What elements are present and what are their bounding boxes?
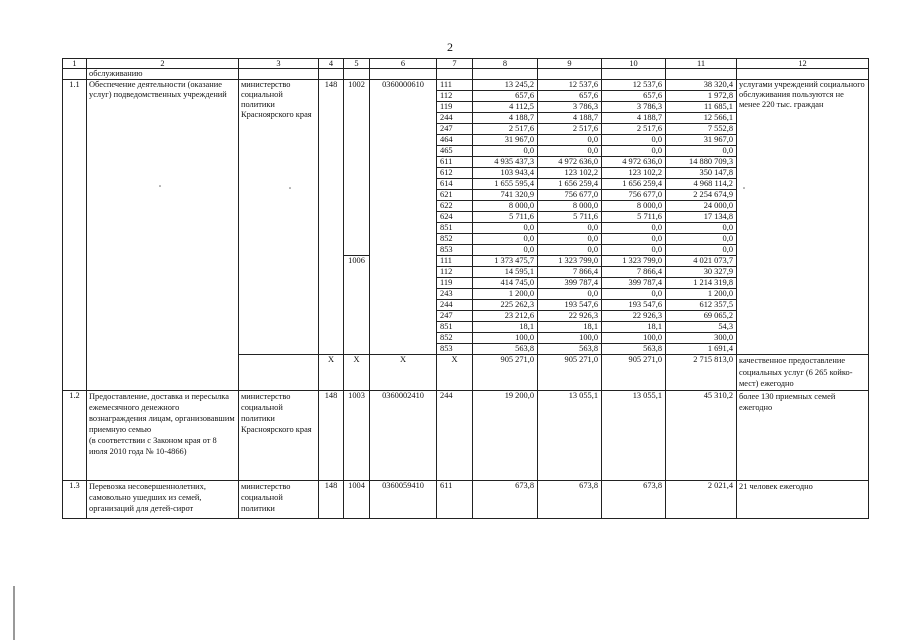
line-col11: 0,0 (666, 245, 737, 256)
line-col11: 11 685,1 (666, 102, 737, 113)
row-1-2-agency: министерство социальной политики Красноярского края (239, 390, 319, 480)
line-col7: 622 (437, 201, 473, 212)
row-1-2-title: Предоставление, доставка и пересылка ежемесячного денежного вознаграждения лицам, организовавшим приемную семью (в соответствии с Законом края от 8 июля 2010 года № 10-4866) (87, 390, 239, 480)
carryover-col8-cell (473, 69, 538, 80)
row-1-2-col6: 0360002410 (370, 390, 437, 480)
line-col9: 1 656 259,4 (538, 179, 602, 190)
line-col10: 12 537,6 (602, 80, 666, 91)
column-header-10: 10 (602, 59, 666, 69)
line-col11: 1 200,0 (666, 289, 737, 300)
line-col11: 0,0 (666, 146, 737, 157)
row-1-3-col4: 148 (319, 480, 344, 518)
row-1-1-line (63, 80, 869, 91)
line-col7: 611 (437, 157, 473, 168)
line-col10: 4 972 636,0 (602, 157, 666, 168)
column-header-2: 2 (87, 59, 239, 69)
line-col9: 0,0 (538, 223, 602, 234)
line-col10: 0,0 (602, 234, 666, 245)
line-col8: 0,0 (473, 245, 538, 256)
carryover-col11-cell (666, 69, 737, 80)
total-col8: 905 271,0 (473, 355, 538, 391)
line-col11: 612 357,5 (666, 300, 737, 311)
line-col7: 621 (437, 190, 473, 201)
line-col7: 247 (437, 124, 473, 135)
line-col10: 22 926,3 (602, 311, 666, 322)
line-col8: 100,0 (473, 333, 538, 344)
header-row (63, 59, 869, 69)
row-1-1-number: 1.1 (63, 80, 87, 391)
total-col11: 2 715 813,0 (666, 355, 737, 391)
carryover-col7-cell (437, 69, 473, 80)
line-col7: 111 (437, 256, 473, 267)
line-col8: 103 943,4 (473, 168, 538, 179)
line-col11: 54,3 (666, 322, 737, 333)
line-col10: 0,0 (602, 245, 666, 256)
line-col11: 1 691,4 (666, 344, 737, 355)
column-header-8: 8 (473, 59, 538, 69)
budget-table (62, 58, 869, 519)
table-body (63, 59, 869, 519)
line-col8: 18,1 (473, 322, 538, 333)
total-col5: X (344, 355, 370, 391)
row-1-3-col11: 2 021,4 (666, 480, 737, 518)
line-col7: 465 (437, 146, 473, 157)
line-col10: 2 517,6 (602, 124, 666, 135)
column-header-5: 5 (344, 59, 370, 69)
row-1-1-col4: 148 (319, 80, 344, 355)
column-header-12: 12 (737, 59, 869, 69)
line-col8: 4 112,5 (473, 102, 538, 113)
line-col9: 7 866,4 (538, 267, 602, 278)
line-col11: 7 552,8 (666, 124, 737, 135)
carryover-text: обслуживанию (87, 69, 239, 80)
line-col8: 8 000,0 (473, 201, 538, 212)
row-1-2-col9: 13 055,1 (538, 390, 602, 480)
line-col9: 100,0 (538, 333, 602, 344)
row-1-3-number: 1.3 (63, 480, 87, 518)
line-col10: 5 711,6 (602, 212, 666, 223)
column-header-7: 7 (437, 59, 473, 69)
row-1-1-col6: 0360000610 (370, 80, 437, 355)
row-1-2-number: 1.2 (63, 390, 87, 480)
line-col10: 657,6 (602, 91, 666, 102)
line-col11: 0,0 (666, 223, 737, 234)
line-col8: 4 188,7 (473, 113, 538, 124)
line-col8: 31 967,0 (473, 135, 538, 146)
total-col6: X (370, 355, 437, 391)
line-col7: 119 (437, 102, 473, 113)
row-1-3-agency: министерство социальной политики (239, 480, 319, 518)
line-col10: 3 786,3 (602, 102, 666, 113)
total-col9: 905 271,0 (538, 355, 602, 391)
line-col9: 399 787,4 (538, 278, 602, 289)
line-col9: 18,1 (538, 322, 602, 333)
line-col10: 4 188,7 (602, 113, 666, 124)
line-col11: 12 566,1 (666, 113, 737, 124)
line-col8: 741 320,9 (473, 190, 538, 201)
line-col8: 0,0 (473, 234, 538, 245)
carryover-col5-cell (344, 69, 370, 80)
total-col10: 905 271,0 (602, 355, 666, 391)
row-1-2-col12: более 130 приемных семей ежегодно (737, 390, 869, 480)
line-col9: 8 000,0 (538, 201, 602, 212)
row-1-2-col4: 148 (319, 390, 344, 480)
line-col10: 193 547,6 (602, 300, 666, 311)
row-1-2-col7: 244 (437, 390, 473, 480)
line-col9: 0,0 (538, 245, 602, 256)
line-col8: 1 200,0 (473, 289, 538, 300)
line-col7: 243 (437, 289, 473, 300)
column-header-6: 6 (370, 59, 437, 69)
line-col9: 0,0 (538, 234, 602, 245)
line-col7: 852 (437, 333, 473, 344)
line-col10: 0,0 (602, 135, 666, 146)
column-header-11: 11 (666, 59, 737, 69)
line-col7: 612 (437, 168, 473, 179)
column-header-3: 3 (239, 59, 319, 69)
line-col7: 851 (437, 322, 473, 333)
line-col11: 24 000,0 (666, 201, 737, 212)
row-1-3-title: Перевозка несовершеннолетних, самовольно ушедших из семей, организаций для детей-сирот (87, 480, 239, 518)
row-1-3 (63, 480, 869, 518)
line-col10: 399 787,4 (602, 278, 666, 289)
line-col11: 14 880 709,3 (666, 157, 737, 168)
total-col3 (239, 355, 319, 391)
total-col4: X (319, 355, 344, 391)
line-col11: 0,0 (666, 234, 737, 245)
total-col12: качественное предоставление социальных услуг (6 265 койко-мест) ежегодно (737, 355, 869, 391)
line-col9: 22 926,3 (538, 311, 602, 322)
line-col11: 38 320,4 (666, 80, 737, 91)
carryover-col10-cell (602, 69, 666, 80)
total-col7: X (437, 355, 473, 391)
line-col7: 624 (437, 212, 473, 223)
line-col9: 193 547,6 (538, 300, 602, 311)
line-col7: 244 (437, 300, 473, 311)
line-col8: 4 935 437,3 (473, 157, 538, 168)
line-col10: 0,0 (602, 289, 666, 300)
line-col9: 1 323 799,0 (538, 256, 602, 267)
line-col9: 123 102,2 (538, 168, 602, 179)
row-1-1-title: Обеспечение деятельности (оказание услуг) подведомственных учреждений (87, 80, 239, 391)
line-col9: 4 972 636,0 (538, 157, 602, 168)
line-col9: 657,6 (538, 91, 602, 102)
row-1-3-col5: 1004 (344, 480, 370, 518)
line-col7: 851 (437, 223, 473, 234)
line-col11: 31 967,0 (666, 135, 737, 146)
page-number: 2 (447, 40, 453, 54)
row-1-1-col5-b: 1006 (344, 256, 370, 355)
line-col11: 350 147,8 (666, 168, 737, 179)
line-col8: 13 245,2 (473, 80, 538, 91)
line-col7: 464 (437, 135, 473, 146)
row-1-3-col10: 673,8 (602, 480, 666, 518)
column-header-4: 4 (319, 59, 344, 69)
line-col9: 4 188,7 (538, 113, 602, 124)
line-col7: 852 (437, 234, 473, 245)
line-col11: 2 254 674,9 (666, 190, 737, 201)
line-col9: 5 711,6 (538, 212, 602, 223)
line-col9: 2 517,6 (538, 124, 602, 135)
line-col7: 112 (437, 91, 473, 102)
line-col10: 8 000,0 (602, 201, 666, 212)
line-col10: 0,0 (602, 146, 666, 157)
line-col10: 1 323 799,0 (602, 256, 666, 267)
carryover-col3-cell (239, 69, 319, 80)
line-col7: 244 (437, 113, 473, 124)
carryover-col12-cell (737, 69, 869, 80)
line-col8: 657,6 (473, 91, 538, 102)
carryover-row (63, 69, 869, 80)
row-1-2 (63, 390, 869, 480)
line-col11: 4 021 073,7 (666, 256, 737, 267)
line-col9: 0,0 (538, 146, 602, 157)
line-col9: 3 786,3 (538, 102, 602, 113)
row-1-3-col12: 21 человек ежегодно (737, 480, 869, 518)
line-col11: 4 968 114,2 (666, 179, 737, 190)
line-col9: 12 537,6 (538, 80, 602, 91)
line-col11: 300,0 (666, 333, 737, 344)
line-col10: 123 102,2 (602, 168, 666, 179)
line-col10: 756 677,0 (602, 190, 666, 201)
line-col9: 756 677,0 (538, 190, 602, 201)
line-col8: 225 262,3 (473, 300, 538, 311)
carryover-col6-cell (370, 69, 437, 80)
line-col7: 112 (437, 267, 473, 278)
line-col8: 0,0 (473, 223, 538, 234)
row-1-2-col10: 13 055,1 (602, 390, 666, 480)
line-col8: 563,8 (473, 344, 538, 355)
line-col8: 1 373 475,7 (473, 256, 538, 267)
row-1-2-col11: 45 310,2 (666, 390, 737, 480)
row-1-1-agency: министерство социальной политики Красноярского края (239, 80, 319, 355)
line-col8: 23 212,6 (473, 311, 538, 322)
column-header-1: 1 (63, 59, 87, 69)
row-1-2-col5: 1003 (344, 390, 370, 480)
row-1-2-col8: 19 200,0 (473, 390, 538, 480)
line-col11: 30 327,9 (666, 267, 737, 278)
line-col11: 1 972,8 (666, 91, 737, 102)
line-col9: 563,8 (538, 344, 602, 355)
carryover-col4-cell (319, 69, 344, 80)
line-col10: 0,0 (602, 223, 666, 234)
row-1-1-col5-a: 1002 (344, 80, 370, 256)
line-col7: 119 (437, 278, 473, 289)
line-col7: 853 (437, 344, 473, 355)
line-col8: 14 595,1 (473, 267, 538, 278)
line-col11: 69 065,2 (666, 311, 737, 322)
column-header-9: 9 (538, 59, 602, 69)
line-col7: 853 (437, 245, 473, 256)
line-col8: 1 655 595,4 (473, 179, 538, 190)
row-1-3-col9: 673,8 (538, 480, 602, 518)
line-col8: 5 711,6 (473, 212, 538, 223)
line-col11: 1 214 319,8 (666, 278, 737, 289)
line-col10: 18,1 (602, 322, 666, 333)
line-col10: 563,8 (602, 344, 666, 355)
line-col11: 17 134,8 (666, 212, 737, 223)
row-1-3-col7: 611 (437, 480, 473, 518)
line-col9: 0,0 (538, 289, 602, 300)
line-col10: 1 656 259,4 (602, 179, 666, 190)
line-col10: 7 866,4 (602, 267, 666, 278)
line-col8: 414 745,0 (473, 278, 538, 289)
row-1-3-col6: 0360059410 (370, 480, 437, 518)
line-col10: 100,0 (602, 333, 666, 344)
carryover-col1-cell (63, 69, 87, 80)
line-col8: 2 517,6 (473, 124, 538, 135)
carryover-col9-cell (538, 69, 602, 80)
line-col7: 614 (437, 179, 473, 190)
row-1-1-result: услугами учреждений социального обслуживания пользуются не менее 220 тыс. граждан (737, 80, 869, 355)
line-col7: 111 (437, 80, 473, 91)
line-col7: 247 (437, 311, 473, 322)
line-col8: 0,0 (473, 146, 538, 157)
row-1-3-col8: 673,8 (473, 480, 538, 518)
line-col9: 0,0 (538, 135, 602, 146)
